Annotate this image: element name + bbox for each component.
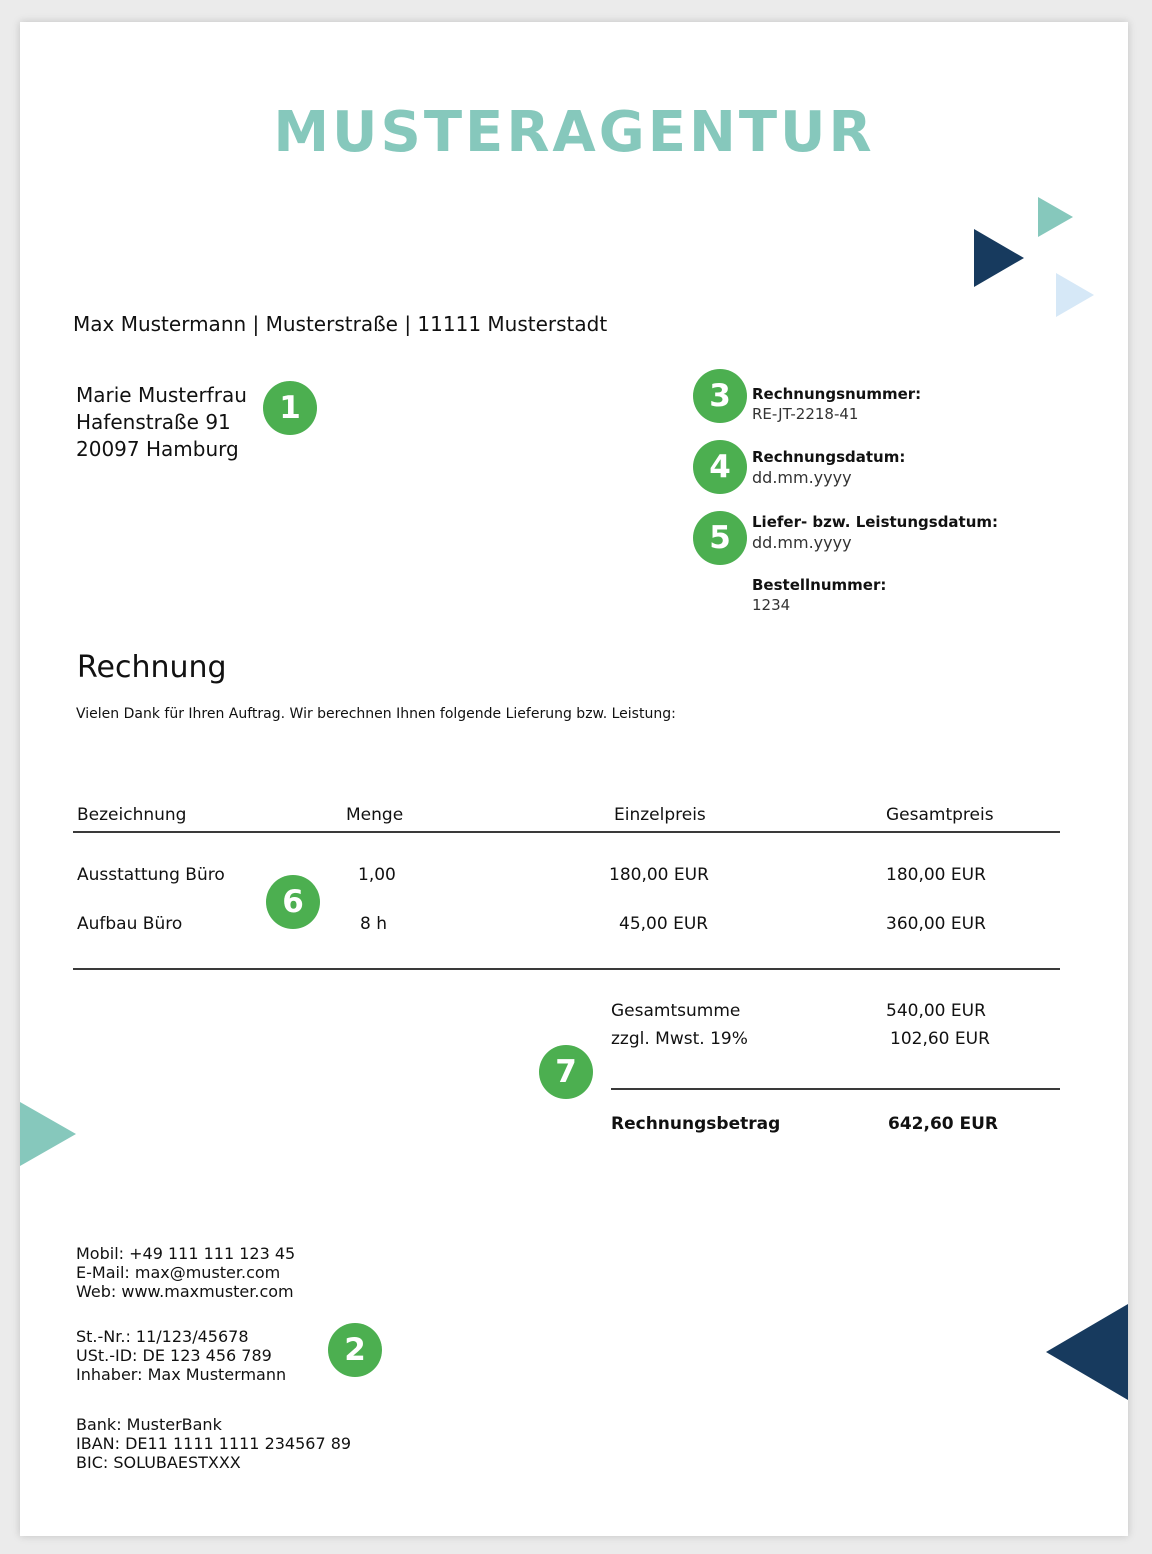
table-bottom-rule	[73, 968, 1060, 970]
footer-bank-name: Bank: MusterBank	[76, 1415, 222, 1434]
totals-rule	[611, 1088, 1060, 1090]
invoice-sheet	[20, 22, 1128, 1536]
header-unit-price: Einzelpreis	[614, 805, 706, 825]
recipient-address	[76, 382, 247, 463]
badge-5: 5	[693, 511, 747, 565]
teal-triangle-left	[20, 1102, 76, 1166]
badge-6: 6	[266, 875, 320, 929]
meta-label: Liefer- bzw. Leistungsdatum:	[752, 513, 999, 531]
footer-bic: BIC: SOLUBAESTXXX	[76, 1453, 241, 1472]
meta-label: Rechnungsdatum:	[752, 448, 906, 466]
footer-bank	[76, 1415, 351, 1472]
navy-triangle-top	[974, 229, 1024, 287]
meta-order-number	[752, 576, 886, 614]
grand-total-label: Rechnungsbetrag	[611, 1114, 781, 1134]
table-header-rule	[73, 831, 1060, 833]
vat-label: zzgl. Mwst. 19%	[611, 1029, 748, 1049]
footer-web: Web: www.maxmuster.com	[76, 1282, 294, 1301]
footer-iban: IBAN: DE11 1111 1111 234567 89	[76, 1434, 352, 1453]
badge-2: 2	[328, 1323, 382, 1377]
document-title: Rechnung	[77, 650, 227, 685]
navy-triangle-right	[1046, 1304, 1128, 1400]
header-description: Bezeichnung	[77, 805, 187, 825]
meta-value: 1234	[752, 596, 791, 614]
badge-7: 7	[539, 1045, 593, 1099]
footer-email: E-Mail: max@muster.com	[76, 1263, 281, 1282]
subtotal-label: Gesamtsumme	[611, 1001, 741, 1021]
row-1-description: Ausstattung Büro	[77, 865, 225, 885]
decorative-triangles	[20, 22, 1128, 1536]
meta-value: dd.mm.yyyy	[752, 533, 852, 552]
footer-mobile: Mobil: +49 111 111 123 45	[76, 1244, 296, 1263]
footer-tax-number: St.-Nr.: 11/123/45678	[76, 1327, 249, 1346]
footer-vat-id: USt.-ID: DE 123 456 789	[76, 1346, 272, 1365]
row-1-total: 180,00 EUR	[886, 865, 986, 885]
recipient-name: Marie Musterfrau	[76, 383, 247, 407]
row-1-quantity: 1,00	[358, 865, 396, 885]
footer-tax	[76, 1327, 286, 1384]
header-total: Gesamtpreis	[886, 805, 994, 825]
recipient-city: 20097 Hamburg	[76, 437, 239, 461]
meta-delivery-date	[752, 513, 998, 552]
row-2-total: 360,00 EUR	[886, 914, 986, 934]
intro-text: Vielen Dank für Ihren Auftrag. Wir berechnen Ihnen folgende Lieferung bzw. Leistung:	[76, 706, 676, 722]
teal-triangle-top	[1038, 197, 1073, 237]
header-quantity: Menge	[346, 805, 404, 825]
lightblue-triangle-top	[1056, 273, 1094, 317]
footer-contact	[76, 1244, 295, 1301]
meta-value: RE-JT-2218-41	[752, 405, 859, 423]
subtotal-value: 540,00 EUR	[886, 1001, 986, 1021]
company-logo: MUSTERAGENTUR	[273, 100, 875, 165]
meta-value: dd.mm.yyyy	[752, 468, 852, 487]
row-2-description: Aufbau Büro	[77, 914, 183, 934]
meta-invoice-number	[752, 385, 921, 423]
badge-4: 4	[693, 440, 747, 494]
sender-address-line: Max Mustermann | Musterstraße | 11111 Musterstadt	[73, 312, 608, 336]
badge-1: 1	[263, 381, 317, 435]
meta-invoice-date	[752, 448, 905, 487]
grand-total-value: 642,60 EUR	[888, 1114, 999, 1134]
meta-label: Bestellnummer:	[752, 576, 887, 594]
meta-label: Rechnungsnummer:	[752, 385, 922, 403]
row-2-quantity: 8 h	[360, 914, 387, 934]
row-1-unit-price: 180,00 EUR	[609, 865, 709, 885]
footer-owner: Inhaber: Max Mustermann	[76, 1365, 287, 1384]
vat-value: 102,60 EUR	[890, 1029, 990, 1049]
row-2-unit-price: 45,00 EUR	[619, 914, 709, 934]
badge-3: 3	[693, 369, 747, 423]
recipient-street: Hafenstraße 91	[76, 410, 231, 434]
